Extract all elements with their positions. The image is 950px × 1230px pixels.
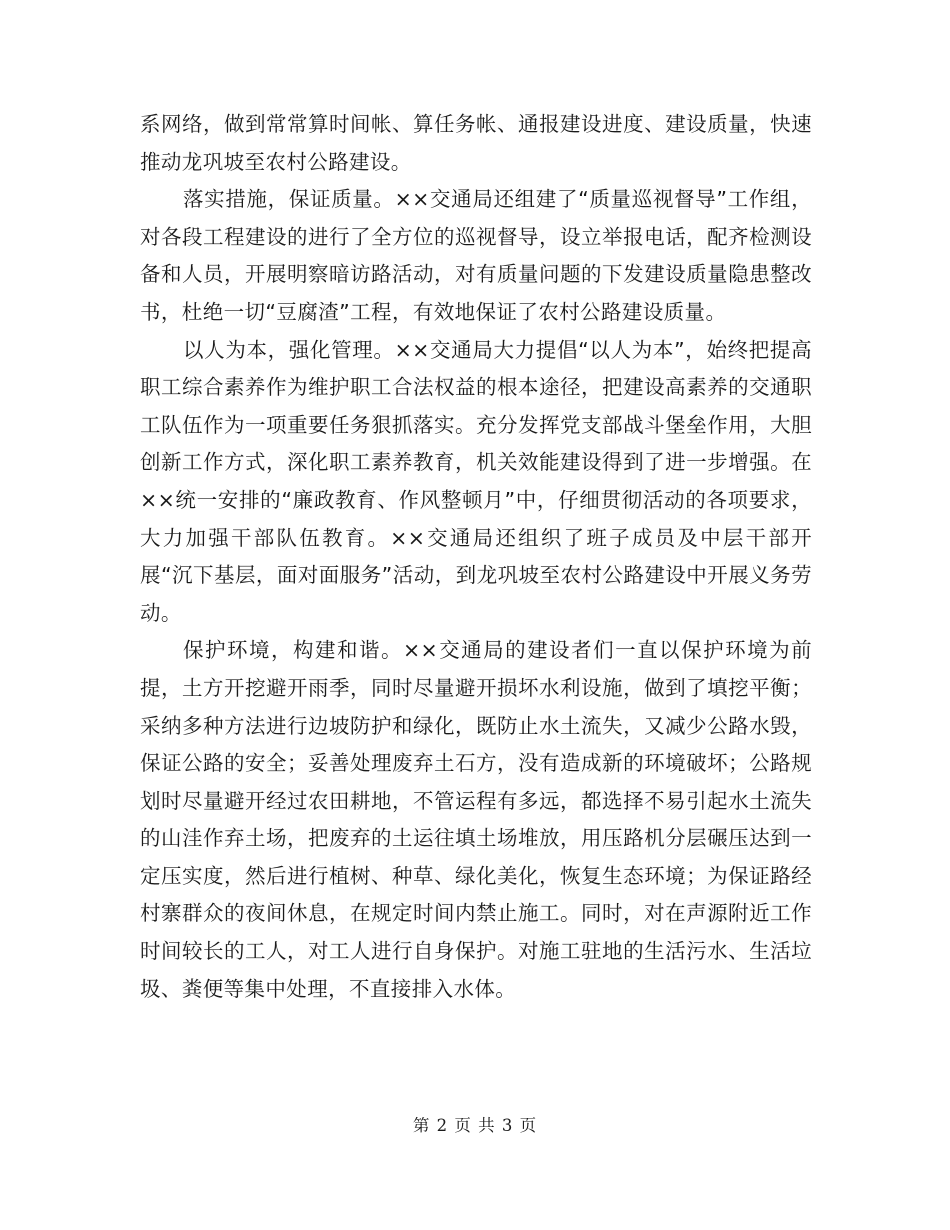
page-footer: 第 2 页 共 3 页 xyxy=(412,1116,538,1135)
paragraph-environment: 保护环境，构建和谐。××交通局的建设者们一直以保护环境为前提，土方开挖避开雨季，同时尽量避开损坏水利设施，做到了填挖平衡；采纳多种方法进行边坡防护和绿化，既防止水土流失，又减少公路水毁，保证公路的安全；妥善处理废弃土石方，没有造成新的环境破坏；公路规划时尽量避开经过农田耕地，不管运程有多远，都选择不易引起水土流失的山洼作弃土场，把废弃的土运往填土场堆放，用压路机分层碾压达到一定压实度，然后进行植树、种草、绿化美化，恢复生态环境；为保证路经村寨群众的夜间休息，在规定时间内禁止施工。同时，对在声源附近工作时间较长的工人，对工人进行自身保护。对施工驻地的生活污水、生活垃圾、粪便等集中处理，不直接排入水体。 xyxy=(140,638,812,1001)
paragraph-continuation: 系网络，做到常常算时间帐、算任务帐、通报建设进度、建设质量，快速推动龙巩坡至农村公路建设。 xyxy=(140,112,812,174)
paragraph-quality: 落实措施，保证质量。××交通局还组建了“质量巡视督导”工作组，对各段工程建设的进行了全方位的巡视督导，设立举报电话，配齐检测设备和人员，开展明察暗访路活动，对有质量问题的下发建设质量隐患整改书，杜绝一切“豆腐渣”工程，有效地保证了农村公路建设质量。 xyxy=(140,187,812,324)
document-body xyxy=(140,106,812,1008)
paragraph-management: 以人为本，强化管理。××交通局大力提倡“以人为本”，始终把提高职工综合素养作为维护职工合法权益的根本途径，把建设高素养的交通职工队伍作为一项重要任务狠抓落实。充分发挥党支部战斗堡垒作用，大胆创新工作方式，深化职工素养教育，机关效能建设得到了进一步增强。在××统一安排的“廉政教育、作风整顿月”中，仔细贯彻活动的各项要求，大力加强干部队伍教育。××交通局还组织了班子成员及中层干部开展“沉下基层，面对面服务”活动，到龙巩坡至农村公路建设中开展义务劳动。 xyxy=(140,337,812,625)
